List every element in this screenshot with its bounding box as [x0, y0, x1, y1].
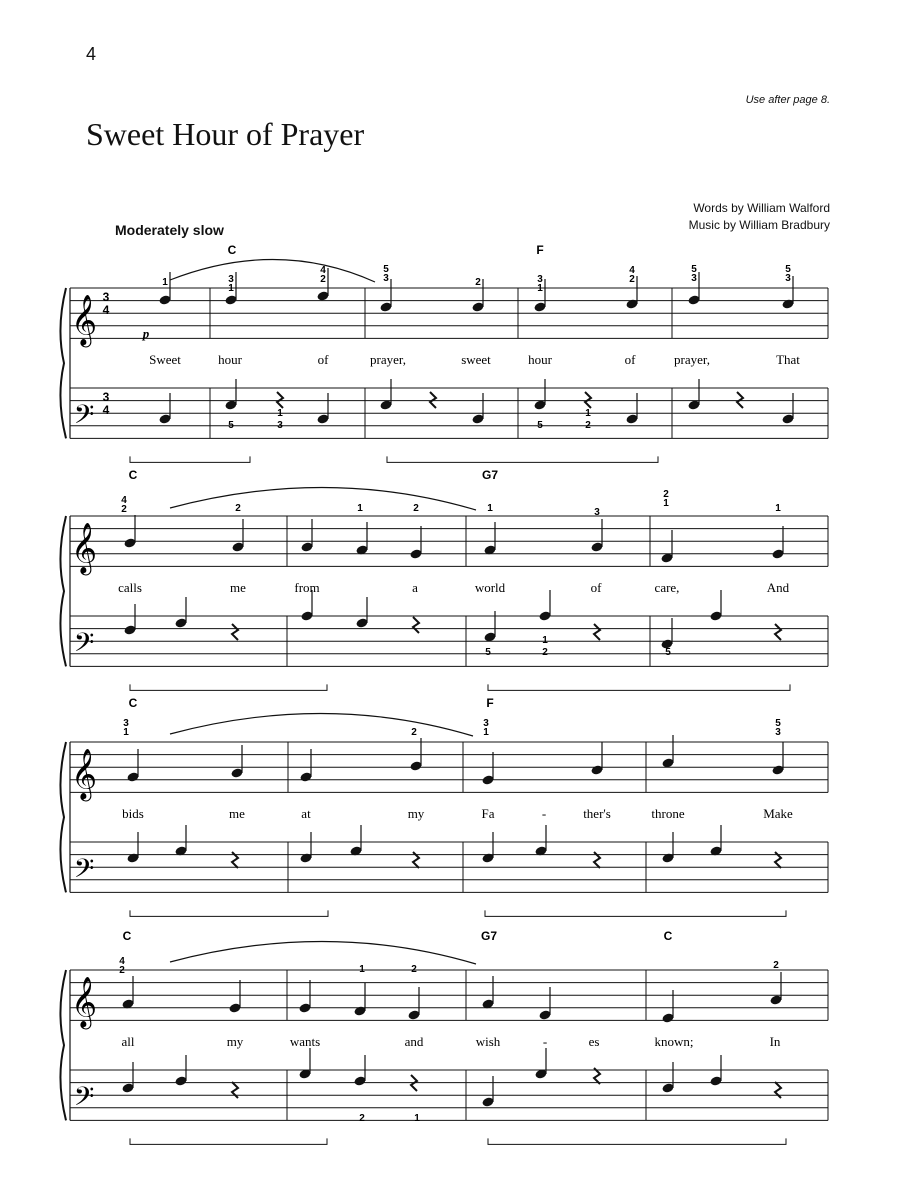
phrase-slur: [170, 941, 476, 964]
lyric-syllable: wants: [289, 1034, 321, 1049]
fingering-rh: 2: [629, 274, 635, 285]
quarter-rest: [594, 624, 600, 640]
fingering-lh: 1: [542, 635, 548, 646]
bass-staff: [70, 388, 828, 438]
chord-symbol: F: [536, 243, 544, 257]
fingering-rh: 2: [475, 277, 481, 288]
quarter-rest: [277, 392, 283, 408]
fingering-rh: 4: [119, 956, 125, 967]
fingering-lh: 3: [277, 420, 283, 431]
fingering-rh: 3: [123, 718, 129, 729]
treble-clef: 𝄞: [70, 977, 98, 1027]
lyric-syllable: -: [541, 806, 547, 821]
lyric-syllable: bids: [122, 806, 144, 821]
time-signature-top: 3: [102, 290, 110, 304]
fingering-rh: 1: [228, 283, 234, 294]
lyric-syllable: me: [230, 580, 246, 595]
quarter-rest: [232, 624, 238, 640]
chord-symbol: F: [486, 696, 494, 710]
lyric-syllable: from: [294, 580, 320, 595]
quarter-rest: [775, 624, 781, 640]
quarter-rest: [413, 617, 419, 633]
fingering-rh: 5: [775, 718, 781, 729]
lyric-syllable: es: [588, 1034, 600, 1049]
lyric-syllable: of: [624, 352, 636, 367]
dynamic-marking: p: [142, 326, 150, 341]
fingering-lh: 5: [665, 647, 671, 658]
chord-symbol: C: [663, 929, 673, 943]
lyric-syllable: prayer,: [674, 352, 710, 367]
lyric-syllable: and: [404, 1034, 424, 1049]
lyric-syllable: ther's: [583, 806, 611, 821]
chord-symbol: C: [122, 929, 132, 943]
fingering-rh: 3: [775, 727, 781, 738]
lyric-syllable: wish: [475, 1034, 501, 1049]
fingering-rh: 1: [663, 498, 669, 509]
fingering-rh: 1: [123, 727, 129, 738]
phrase-slur: [170, 713, 473, 736]
fingering-rh: 3: [228, 274, 234, 285]
lyric-syllable: sweet: [461, 352, 491, 367]
fingering-rh: 3: [785, 273, 791, 284]
brace: [60, 742, 66, 892]
fingering-lh: 1: [277, 408, 283, 419]
quarter-rest: [585, 392, 591, 408]
fingering-rh: 1: [359, 964, 365, 975]
bass-clef: 𝄢: [73, 399, 95, 436]
lyric-syllable: at: [301, 806, 311, 821]
hand-bracket: [130, 910, 328, 916]
chord-symbol: C: [227, 243, 237, 257]
fingering-rh: 3: [383, 273, 389, 284]
lyric-syllable: Make: [763, 806, 793, 821]
fingering-rh: 2: [119, 965, 125, 976]
fingering-rh: 2: [413, 503, 419, 514]
fingering-rh: 5: [691, 264, 697, 275]
hand-bracket: [485, 910, 786, 916]
lyric-syllable: throne: [651, 806, 685, 821]
fingering-rh: 3: [691, 273, 697, 284]
hand-bracket: [387, 456, 658, 462]
lyric-syllable: me: [229, 806, 245, 821]
treble-staff: [70, 288, 828, 338]
treble-clef: 𝄞: [70, 295, 98, 345]
fingering-lh: 2: [542, 647, 548, 658]
lyric-syllable: Sweet: [149, 352, 181, 367]
time-signature-top: 3: [102, 390, 110, 404]
fingering-rh: 3: [483, 718, 489, 729]
fingering-rh: 4: [121, 495, 127, 506]
hand-bracket: [130, 684, 327, 690]
lyric-syllable: In: [769, 1034, 781, 1049]
usage-note: Use after page 8.: [745, 94, 830, 106]
fingering-rh: 2: [411, 964, 417, 975]
chord-symbol: G7: [480, 929, 498, 943]
lyric-syllable: known;: [654, 1034, 694, 1049]
fingering-rh: 2: [235, 503, 241, 514]
lyric-syllable: my: [226, 1034, 244, 1049]
time-signature-bottom: 4: [102, 303, 110, 317]
fingering-rh: 1: [775, 503, 781, 514]
fingering-rh: 1: [483, 727, 489, 738]
time-signature-bottom: 4: [102, 403, 110, 417]
phrase-slur: [170, 487, 476, 510]
system-1: [60, 243, 828, 462]
hand-bracket: [130, 456, 250, 462]
bass-clef: 𝄢: [73, 627, 95, 664]
quarter-rest: [737, 392, 743, 408]
fingering-rh: 4: [629, 265, 635, 276]
fingering-rh: 3: [594, 507, 600, 518]
lyric-syllable: of: [317, 352, 329, 367]
lyric-syllable: of: [590, 580, 602, 595]
system-2: [60, 468, 828, 690]
brace: [60, 288, 66, 438]
treble-staff: [70, 742, 828, 792]
fingering-lh: 5: [485, 647, 491, 658]
bass-clef: 𝄢: [73, 1081, 95, 1118]
fingering-rh: 2: [411, 727, 417, 738]
phrase-slur: [170, 259, 375, 282]
treble-clef: 𝄞: [70, 749, 98, 799]
chord-symbol: C: [128, 696, 138, 710]
fingering-lh: 5: [228, 420, 234, 431]
treble-staff: [70, 970, 828, 1020]
lyric-syllable: -: [542, 1034, 548, 1049]
fingering-rh: 5: [785, 264, 791, 275]
lyric-syllable: Fa: [481, 806, 495, 821]
fingering-rh: 1: [487, 503, 493, 514]
fingering-rh: 1: [537, 283, 543, 294]
lyric-syllable: hour: [218, 352, 242, 367]
lyric-syllable: And: [766, 580, 790, 595]
chord-symbol: G7: [481, 468, 499, 482]
lyric-syllable: a: [412, 580, 418, 595]
chord-symbol: C: [128, 468, 138, 482]
hand-bracket: [130, 1138, 327, 1144]
lyric-syllable: all: [121, 1034, 135, 1049]
page-number: 4: [86, 44, 97, 64]
fingering-rh: 2: [121, 504, 127, 515]
hand-bracket: [488, 1138, 786, 1144]
lyric-syllable: care,: [654, 580, 680, 595]
fingering-rh: 3: [537, 274, 543, 285]
fingering-lh: 2: [359, 1113, 365, 1124]
lyric-syllable: That: [776, 352, 800, 367]
fingering-lh: 1: [585, 408, 591, 419]
fingering-lh: 2: [585, 420, 591, 431]
tempo-marking: Moderately slow: [115, 222, 224, 238]
music-credit: Music by William Bradbury: [688, 218, 830, 232]
words-credit: Words by William Walford: [693, 201, 830, 215]
lyric-syllable: hour: [528, 352, 552, 367]
fingering-rh: 2: [773, 960, 779, 971]
bass-clef: 𝄢: [73, 853, 95, 890]
lyric-syllable: prayer,: [370, 352, 406, 367]
brace: [60, 516, 66, 666]
quarter-rest: [430, 392, 436, 408]
song-title: Sweet Hour of Prayer: [86, 116, 365, 152]
fingering-rh: 5: [383, 264, 389, 275]
fingering-lh: 1: [414, 1113, 420, 1124]
lyric-syllable: my: [407, 806, 425, 821]
system-4: [60, 929, 828, 1144]
fingering-lh: 5: [537, 420, 543, 431]
treble-staff: [70, 516, 828, 566]
fingering-rh: 4: [320, 265, 326, 276]
lyric-syllable: world: [474, 580, 506, 595]
fingering-rh: 1: [162, 277, 168, 288]
fingering-rh: 2: [663, 489, 669, 500]
treble-clef: 𝄞: [70, 523, 98, 573]
fingering-rh: 2: [320, 274, 326, 285]
brace: [60, 970, 66, 1120]
lyric-syllable: calls: [118, 580, 142, 595]
system-3: [60, 696, 828, 916]
hand-bracket: [488, 684, 790, 690]
fingering-rh: 1: [357, 503, 363, 514]
